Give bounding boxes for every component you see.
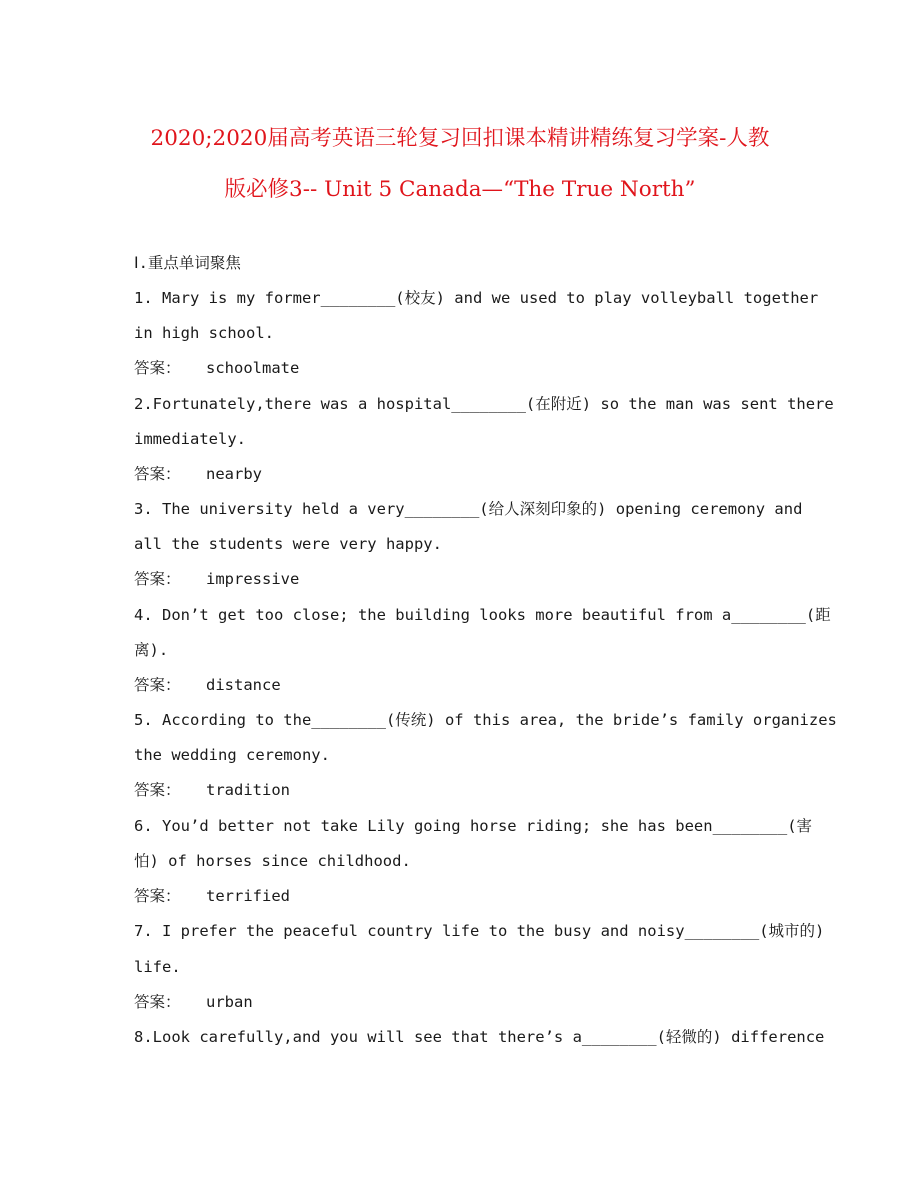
answer-label: 答案：: [134, 993, 181, 1011]
answer-label: 答案：: [134, 676, 181, 694]
document-title-line-1: 2020;2020届高考英语三轮复习回扣课本精讲精练复习学案-人教: [150, 126, 770, 151]
answer-2: [134, 464, 262, 484]
answer-label: 答案：: [134, 781, 181, 799]
answer-value: schoolmate: [206, 359, 300, 377]
answer-value: urban: [206, 993, 253, 1011]
answer-4: [134, 675, 281, 695]
section-heading: Ⅰ.重点单词聚焦: [134, 254, 241, 272]
answer-label: 答案：: [134, 359, 181, 377]
answer-label: 答案：: [134, 570, 181, 588]
question-4-line-2: 离).: [134, 641, 169, 659]
answer-label: 答案：: [134, 465, 181, 483]
question-2-line-1: 2.Fortunately,there was a hospital________(在附近) so the man was sent there: [134, 395, 834, 413]
answer-value: nearby: [206, 465, 262, 483]
question-5-line-2: the wedding ceremony.: [134, 746, 330, 764]
question-6-line-1: 6. You’d better not take Lily going horse riding; she has been________(害: [134, 817, 813, 835]
question-1-line-2: in high school.: [134, 324, 274, 342]
answer-label: 答案：: [134, 887, 181, 905]
question-8-line-1: 8.Look carefully,and you will see that there’s a________(轻微的) difference: [134, 1028, 825, 1046]
answer-7: [134, 992, 253, 1012]
question-3-line-2: all the students were very happy.: [134, 535, 442, 553]
answer-6: [134, 886, 290, 906]
answer-value: distance: [206, 676, 281, 694]
answer-5: [134, 780, 290, 800]
answer-value: impressive: [206, 570, 300, 588]
answer-value: terrified: [206, 887, 290, 905]
question-2-line-2: immediately.: [134, 430, 246, 448]
document-title-line-2: 版必修3-- Unit 5 Canada—“The True North”: [224, 177, 696, 202]
question-5-line-1: 5. According to the________(传统) of this area, the bride’s family organizes: [134, 711, 837, 729]
answer-3: [134, 569, 299, 589]
question-6-line-2: 怕) of horses since childhood.: [134, 852, 411, 870]
question-1-line-1: 1. Mary is my former________(校友) and we used to play volleyball together: [134, 289, 819, 307]
question-7-line-1: 7. I prefer the peaceful country life to the busy and noisy________(城市的): [134, 922, 825, 940]
answer-1: [134, 358, 299, 378]
answer-value: tradition: [206, 781, 290, 799]
question-4-line-1: 4. Don’t get too close; the building looks more beautiful from a________(距: [134, 606, 831, 624]
question-3-line-1: 3. The university held a very________(给人深刻印象的) opening ceremony and: [134, 500, 803, 518]
question-7-line-2: life.: [134, 958, 181, 976]
